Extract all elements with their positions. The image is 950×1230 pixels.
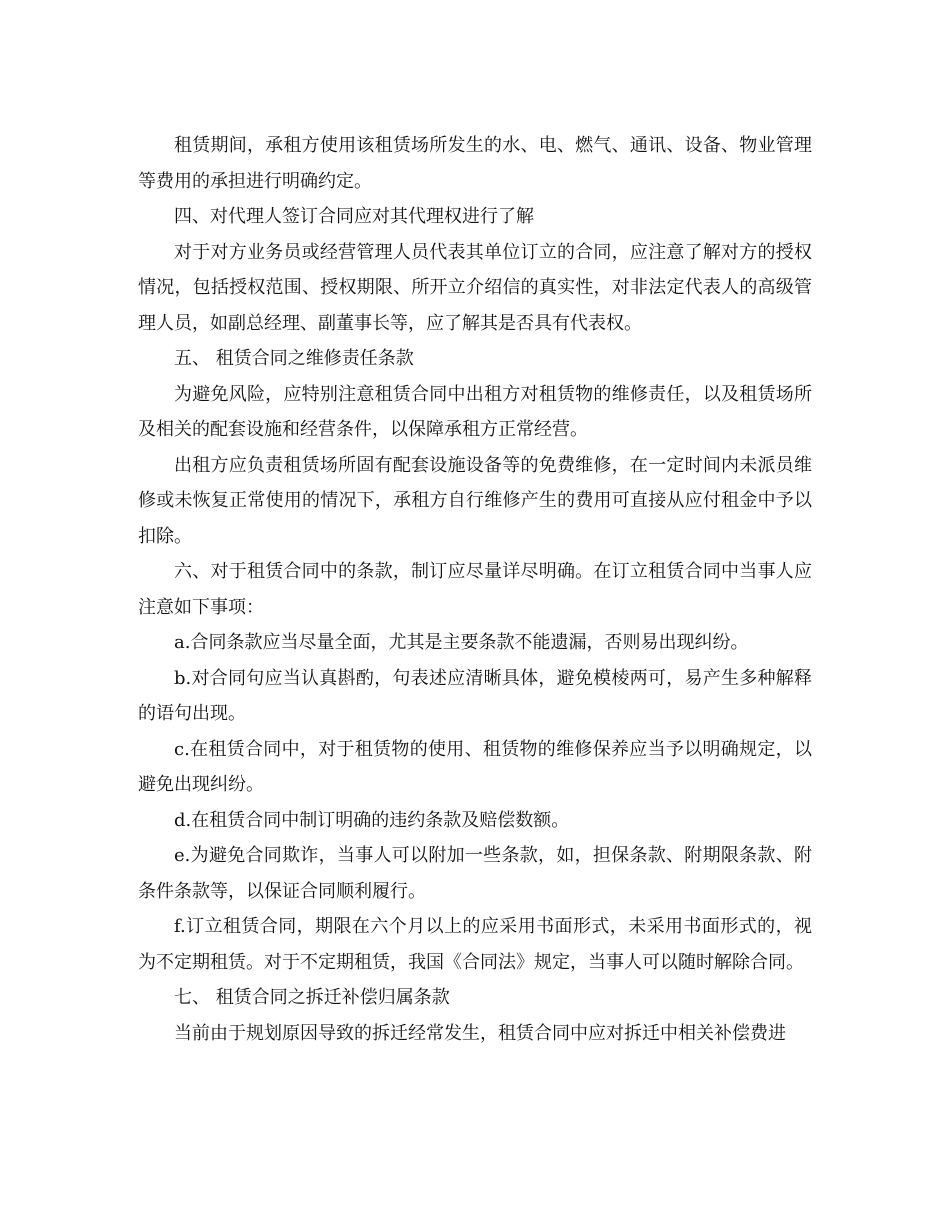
list-item-e: e.为避免合同欺诈，当事人可以附加一些条款，如，担保条款、附期限条款、附条件条款等，以保证合同顺利履行。	[138, 845, 812, 902]
section-heading-clauses: 六、对于租赁合同中的条款，制订应尽量详尽明确。在订立租赁合同中当事人应注意如下事项：	[138, 561, 812, 618]
paragraph-relocation: 当前由于规划原因导致的拆迁经常发生，租赁合同中应对拆迁中相关补偿费进	[174, 1022, 786, 1044]
paragraph-maintenance-duty: 出租方应负责租赁场所固有配套设施设备等的免费维修，在一定时间内未派员维修或未恢复正常使用的情况下，承租方自行维修产生的费用可直接从应付租金中予以扣除。	[138, 454, 812, 547]
list-item-d: d.在租赁合同中制订明确的违约条款及赔偿数额。	[174, 809, 570, 831]
section-heading-agent-authority: 四、对代理人签订合同应对其代理权进行了解	[174, 206, 534, 227]
list-item-f: f.订立租赁合同，期限在六个月以上的应采用书面形式，未采用书面形式的，视为不定期租赁。对于不定期租赁，我国《合同法》规定，当事人可以随时解除合同。	[138, 916, 812, 973]
paragraph-agent-authority: 对于对方业务员或经营管理人员代表其单位订立的合同，应注意了解对方的授权情况，包括授权范围、授权期限、所开立介绍信的真实性，对非法定代表人的高级管理人员，如副总经理、副董事长等，应了解其是否具有代表权。	[138, 241, 812, 334]
list-item-c: c.在租赁合同中，对于租赁物的使用、租赁物的维修保养应当予以明确规定，以避免出现纠纷。	[138, 738, 812, 795]
section-heading-relocation: 七、 租赁合同之拆迁补偿归属条款	[174, 987, 450, 1008]
paragraph-maintenance-risk: 为避免风险，应特别注意租赁合同中出租方对租赁物的维修责任，以及租赁场所及相关的配套设施和经营条件，以保障承租方正常经营。	[138, 383, 812, 440]
section-heading-maintenance: 五、 租赁合同之维修责任条款	[174, 348, 414, 369]
list-item-b: b.对合同句应当认真斟酌，句表述应清晰具体，避免模棱两可，易产生多种解释的语句出现。	[138, 667, 812, 724]
document-body	[138, 128, 812, 1051]
paragraph-expense-agreement: 租赁期间，承租方使用该租赁场所发生的水、电、燃气、通讯、设备、物业管理等费用的承担进行明确约定。	[138, 135, 812, 192]
list-item-a: a.合同条款应当尽量全面，尤其是主要条款不能遗漏，否则易出现纠纷。	[174, 632, 749, 653]
